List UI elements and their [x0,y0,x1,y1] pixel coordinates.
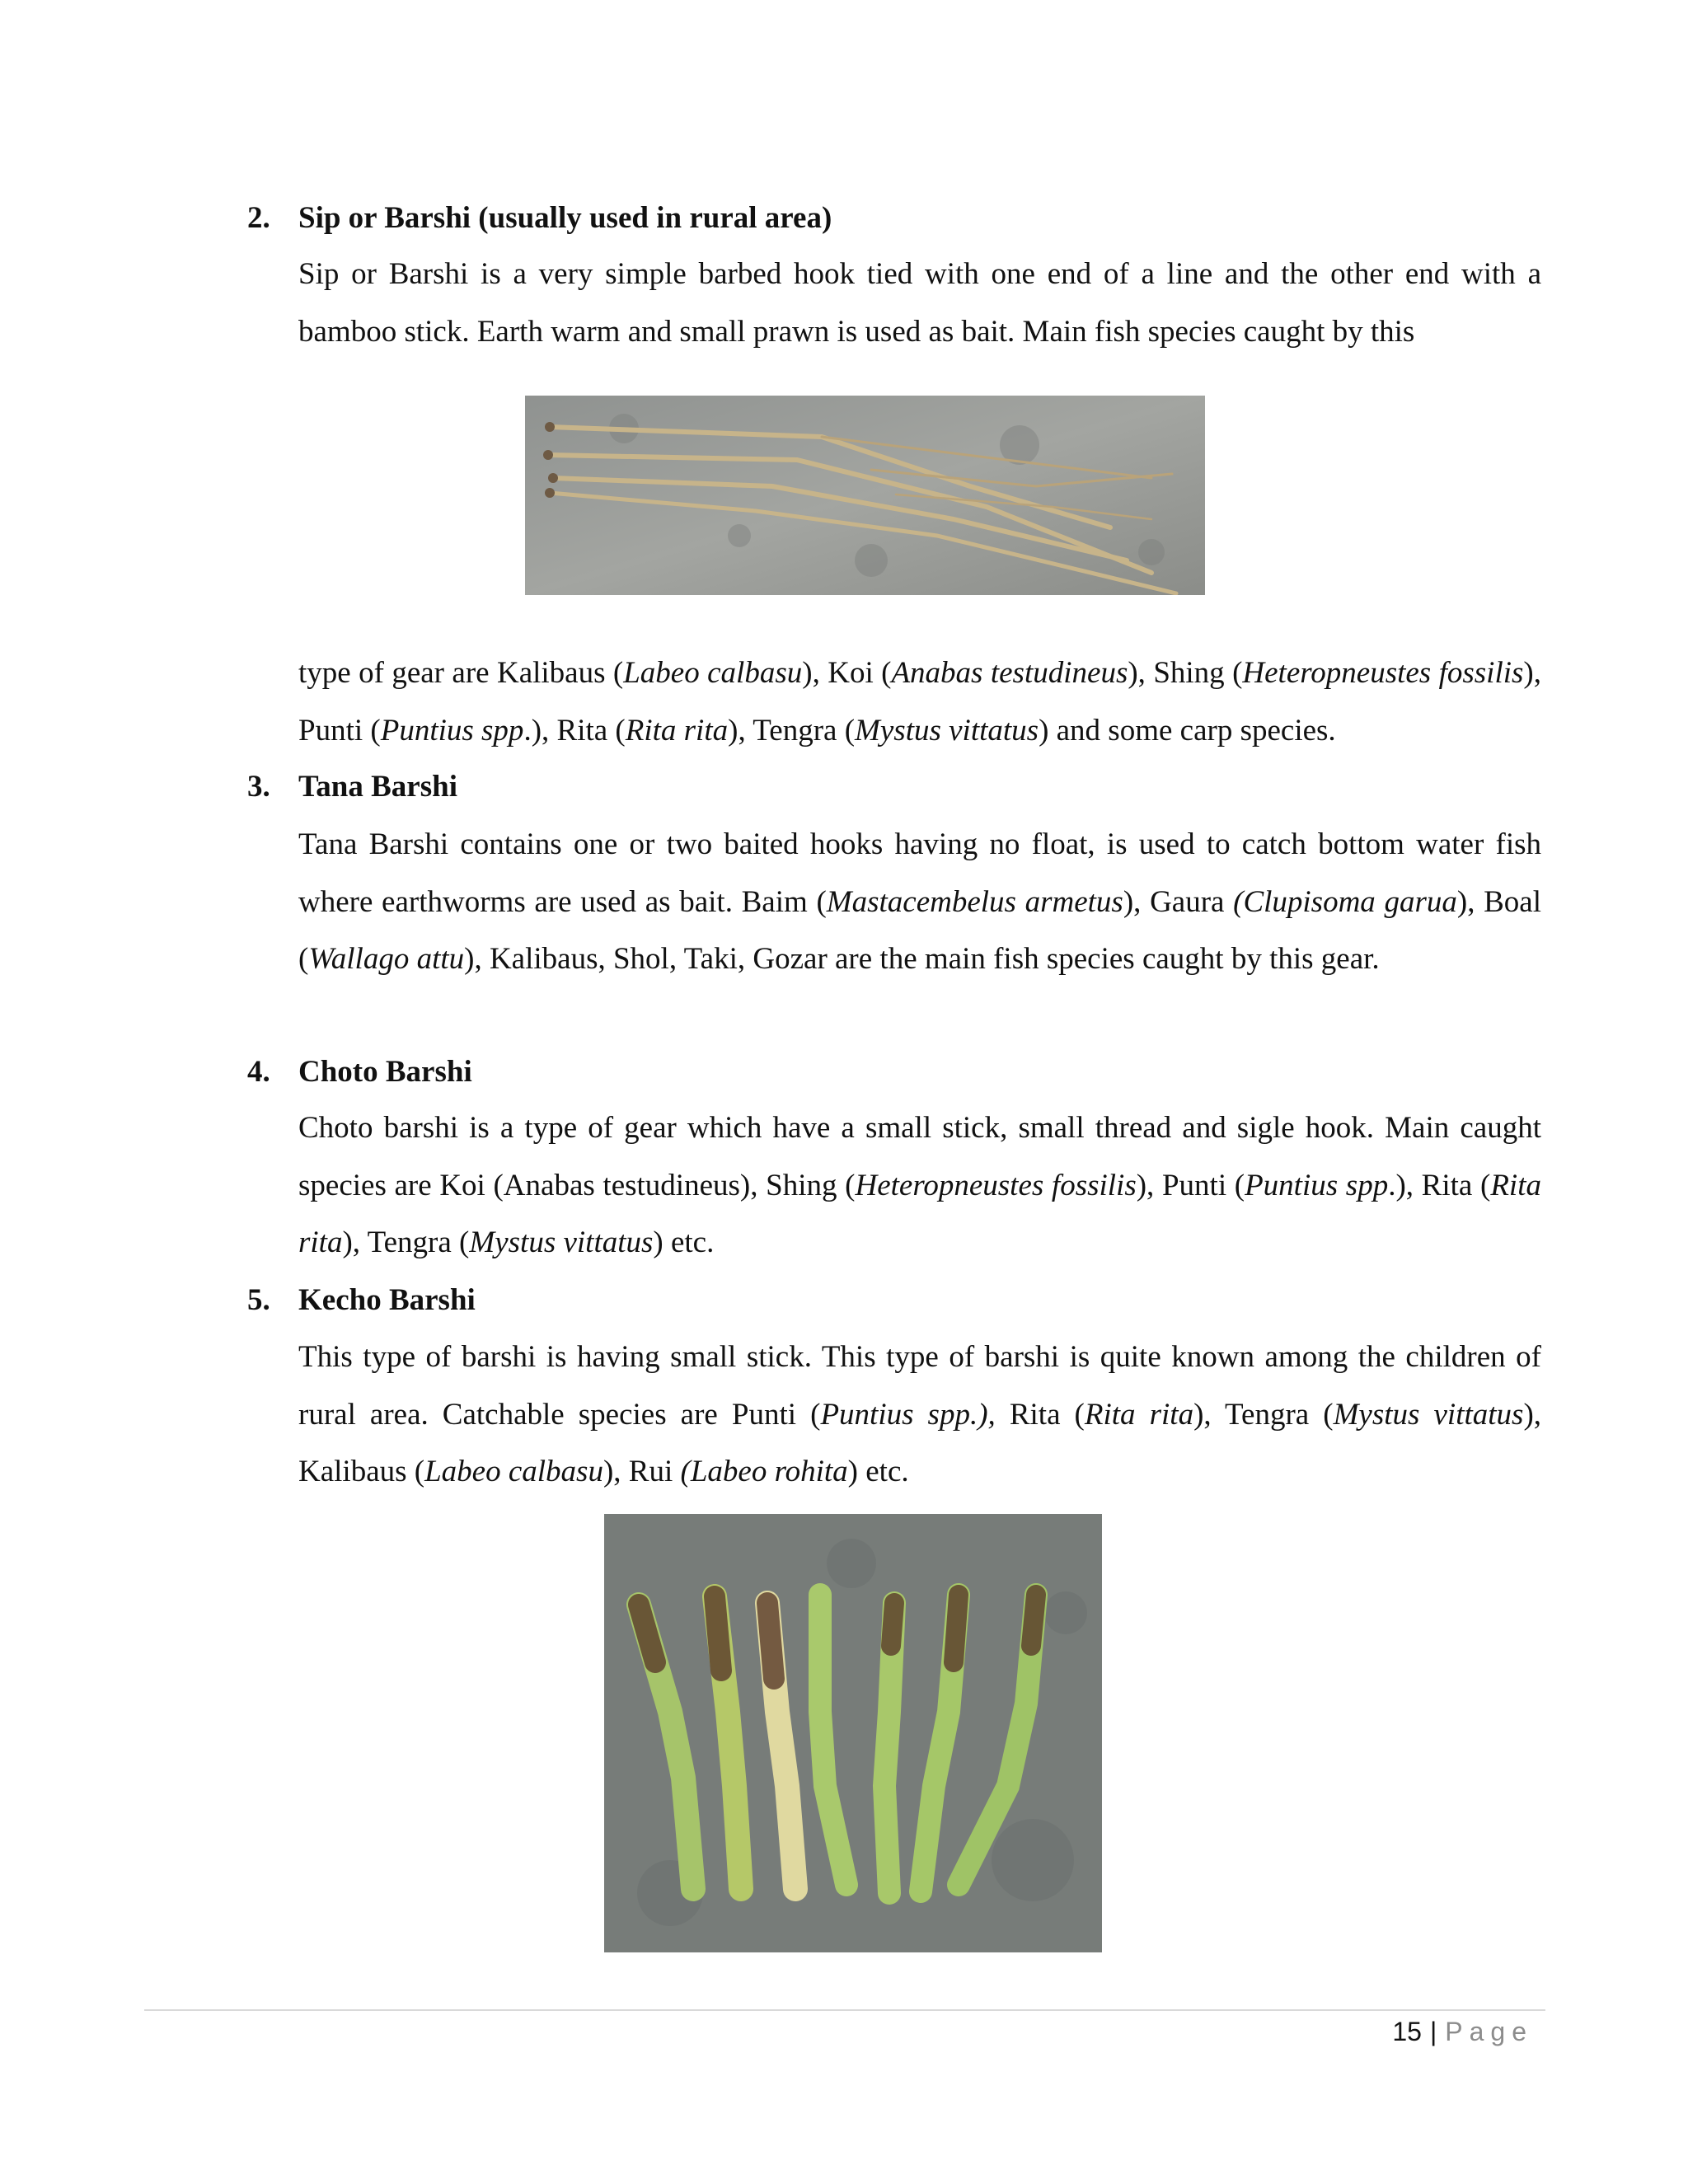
text-run: This type of barshi is having small stick. This type of barshi is quite known among the children of rural area. Catchable species are Punti ( [298,1340,1541,1432]
species-name: Labeo calbasu [424,1455,603,1488]
text-run: ), Gaura [1123,884,1234,919]
text-run: ), Kalibaus ( [298,1397,1542,1488]
text-run: ), Punti ( [298,656,1541,748]
species-name: Rita rita [1084,1397,1194,1432]
text-run: ), Kalibaus, Shol, Taki, Gozar are the main fish species caught by this gear. [464,942,1380,976]
text-run: ), Shing ( [1128,656,1243,690]
section-2-paragraph-b [298,644,1541,759]
section-number: 3. [247,770,270,804]
section-title: Choto Barshi [298,1055,472,1089]
kecho-barshi-photo [604,1514,1102,1952]
footer-separator: | [1429,2017,1437,2046]
species-name: (Labeo rohita [680,1455,848,1488]
footer-divider [144,2009,1545,2011]
text-run: .), Rita ( [523,713,626,748]
species-name: Mastacembelus armetus [826,884,1123,919]
text-run: ) etc. [847,1455,909,1488]
species-name: Rita rita [625,713,729,748]
text-run: Rita ( [995,1397,1085,1432]
page-footer [1392,2011,1533,2052]
species-name: Rita rita [298,1168,1541,1259]
text-run: Choto barshi is a type of gear which have a small stick, small thread and sigle hook. Main caught species are Koi (Anabas testudineus), Shing ( [298,1111,1541,1202]
text-run: Sip or Barshi is a very simple barbed hook tied with one end of a line and the other end with a bamboo stick. Earth warm and small prawn is used as bait. Main fish species caught by this [298,257,1541,349]
text-run: ) etc. [653,1226,715,1259]
section-number: 5. [247,1283,270,1317]
species-name: Mystus vittatus [1333,1397,1524,1432]
text-run: ), Boal ( [298,884,1541,976]
species-name: Anabas testudineus [891,656,1128,690]
page-label: Page [1445,2017,1533,2046]
species-name: Puntius spp [380,713,524,748]
species-name: Puntius spp [1245,1168,1389,1202]
text-run: ), Tengra ( [1193,1397,1334,1432]
section-title: Tana Barshi [298,770,457,804]
section-number: 4. [247,1055,270,1089]
text-run: ) and some carp species. [1039,713,1336,748]
section-title: Kecho Barshi [298,1283,476,1317]
section-number: 2. [247,201,270,235]
text-run: type of gear are Kalibaus ( [298,656,624,690]
text-run: ), Tengra ( [728,713,856,748]
text-run: ), Koi ( [802,656,892,690]
species-name: Mystus vittatus [469,1226,654,1259]
species-name: Wallago attu [308,942,465,976]
text-run: .), Rita ( [1388,1168,1491,1202]
section-2-paragraph-a [298,246,1541,360]
section-4-paragraph [298,1099,1541,1272]
section-3-paragraph [298,816,1541,988]
text-run: ), Rui [603,1455,681,1488]
species-name: (Clupisoma garua [1233,884,1457,919]
section-title: Sip or Barshi (usually used in rural area) [298,201,832,235]
text-run: Tana Barshi contains one or two baited hooks having no float, is used to catch bottom water fish where earthworms are used as bait. Baim ( [298,827,1541,919]
species-name: Puntius spp.), [820,1397,996,1432]
text-run: ), Tengra ( [342,1226,470,1259]
species-name: Heteropneustes fossilis [855,1168,1137,1202]
text-run: ), Punti ( [1136,1168,1245,1202]
species-name: Mystus vittatus [855,713,1039,748]
species-name: Labeo calbasu [623,656,803,690]
sip-barshi-photo [525,396,1205,595]
section-5-paragraph [298,1329,1541,1501]
page-number: 15 [1392,2017,1422,2046]
species-name: Heteropneustes fossilis [1242,656,1524,690]
